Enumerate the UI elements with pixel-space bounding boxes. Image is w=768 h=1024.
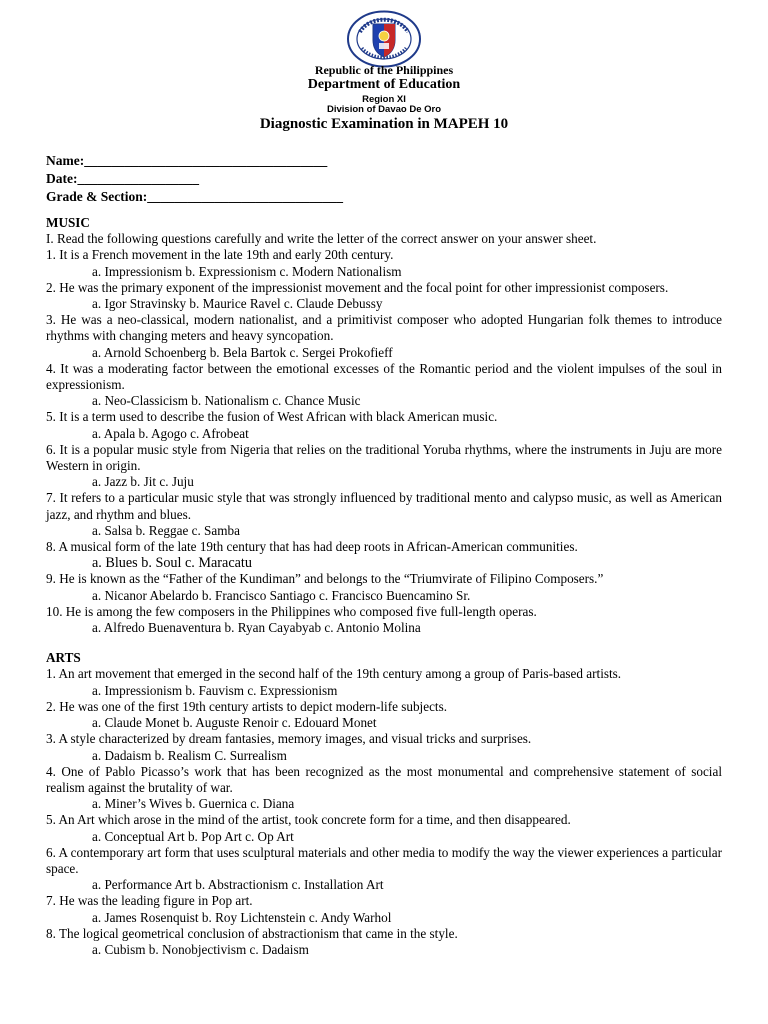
answer-options: a. Impressionism b. Expressionism c. Modern Nationalism bbox=[92, 263, 402, 279]
student-info-fields bbox=[46, 152, 343, 206]
question-text: 4. It was a moderating factor between the emotional excesses of the Romantic period and the violent impulses of the soul in expressionism. bbox=[46, 360, 722, 393]
answer-options: a. Cubism b. Nonobjectivism c. Dadaism bbox=[92, 941, 309, 957]
question-text: 6. A contemporary art form that uses sculptural materials and other media to modify the way the viewer experiences a particular space. bbox=[46, 844, 722, 876]
answer-options: a. Nicanor Abelardo b. Francisco Santiago c. Francisco Buencamino Sr. bbox=[92, 587, 471, 603]
answer-options: a. Blues b. Soul c. Maracatu bbox=[92, 555, 252, 572]
question-text: 2. He was one of the first 19th century artists to depict modern-life subjects. bbox=[46, 698, 448, 714]
answer-options: a. Performance Art b. Abstractionism c. Installation Art bbox=[92, 877, 384, 893]
music-instruction: I. Read the following questions carefully and write the letter of the correct answer on your answer sheet. bbox=[46, 231, 597, 247]
question-text: 1. An art movement that emerged in the second half of the 19th century among a group of Paris-based artists. bbox=[46, 666, 622, 682]
question-text: 6. It is a popular music style from Nigeria that relies on the traditional Yoruba rhythms, where the instruments in Juju are more Western in origin. bbox=[46, 441, 722, 474]
answer-options: a. Impressionism b. Fauvism c. Expressionism bbox=[92, 682, 338, 698]
question-text: 7. It refers to a particular music style that was strongly influenced by traditional mento and calypso music, as well as American jazz, and rhythm and blues. bbox=[46, 490, 722, 522]
question-text: 3. He was a neo-classical, modern nationalist, and a primitivist composer who adopted Hungarian folk themes to introduce rhythms with changing meters and heavy syncopation. bbox=[46, 312, 722, 344]
republic-label: Republic of the Philippines bbox=[314, 63, 454, 77]
region-label: Region XI bbox=[362, 94, 406, 105]
arts-heading: ARTS bbox=[46, 650, 81, 666]
section-spacer bbox=[46, 636, 722, 650]
grade-section-field[interactable]: Grade & Section:_____________________________ bbox=[46, 189, 343, 204]
name-field[interactable]: Name:____________________________________ bbox=[46, 153, 328, 168]
answer-options: a. Apala b. Agogo c. Afrobeat bbox=[92, 425, 249, 441]
question-text: 5. It is a term used to describe the fusion of West African with black American music. bbox=[46, 409, 498, 425]
answer-options: a. Dadaism b. Realism C. Surrealism bbox=[92, 747, 287, 763]
question-text: 10. He is among the few composers in the Philippines who composed five full-length operas. bbox=[46, 603, 537, 619]
answer-options: a. Jazz b. Jit c. Juju bbox=[92, 474, 194, 490]
question-text: 5. An Art which arose in the mind of the artist, took concrete form for a time, and then disappeared. bbox=[46, 812, 571, 828]
question-text: 4. One of Pablo Picasso’s work that has been recognized as the most monumental and comprehensive statement of social realism against the brutality of war. bbox=[46, 763, 722, 795]
question-text: 8. The logical geometrical conclusion of abstractionism that came in the style. bbox=[46, 925, 458, 941]
answer-options: a. Miner’s Wives b. Guernica c. Diana bbox=[92, 796, 295, 812]
answer-options: a. Neo-Classicism b. Nationalism c. Chance Music bbox=[92, 393, 361, 409]
division-label: Division of Davao De Oro bbox=[326, 104, 442, 115]
department-label: Department of Education bbox=[307, 77, 461, 92]
question-text: 3. A style characterized by dream fantasies, memory images, and visual tricks and surprises. bbox=[46, 731, 532, 747]
answer-options: a. Conceptual Art b. Pop Art c. Op Art bbox=[92, 828, 294, 844]
exam-title: Diagnostic Examination in MAPEH 10 bbox=[259, 116, 509, 132]
question-text: 1. It is a French movement in the late 19th and early 20th century. bbox=[46, 247, 394, 263]
exam-content bbox=[46, 215, 722, 958]
music-heading: MUSIC bbox=[46, 215, 90, 230]
question-text: 7. He was the leading figure in Pop art. bbox=[46, 893, 253, 909]
date-field[interactable]: Date:__________________ bbox=[46, 171, 199, 186]
question-text: 9. He is known as the “Father of the Kundiman” and belongs to the “Triumvirate of Filipino Composers.” bbox=[46, 571, 604, 587]
answer-options: a. Claude Monet b. Auguste Renoir c. Edouard Monet bbox=[92, 715, 377, 731]
answer-options: a. Igor Stravinsky b. Maurice Ravel c. Claude Debussy bbox=[92, 296, 383, 312]
question-text: 2. He was the primary exponent of the impressionist movement and the focal point for other impressionist composers. bbox=[46, 279, 669, 295]
answer-options: a. James Rosenquist b. Roy Lichtenstein c. Andy Warhol bbox=[92, 909, 392, 925]
answer-options: a. Salsa b. Reggae c. Samba bbox=[92, 522, 240, 538]
answer-options: a. Alfredo Buenaventura b. Ryan Cayabyab c. Antonio Molina bbox=[92, 620, 421, 636]
deped-seal-logo bbox=[346, 10, 422, 68]
question-text: 8. A musical form of the late 19th century that has had deep roots in African-American communities. bbox=[46, 539, 578, 555]
answer-options: a. Arnold Schoenberg b. Bela Bartok c. Sergei Prokofieff bbox=[92, 344, 393, 360]
